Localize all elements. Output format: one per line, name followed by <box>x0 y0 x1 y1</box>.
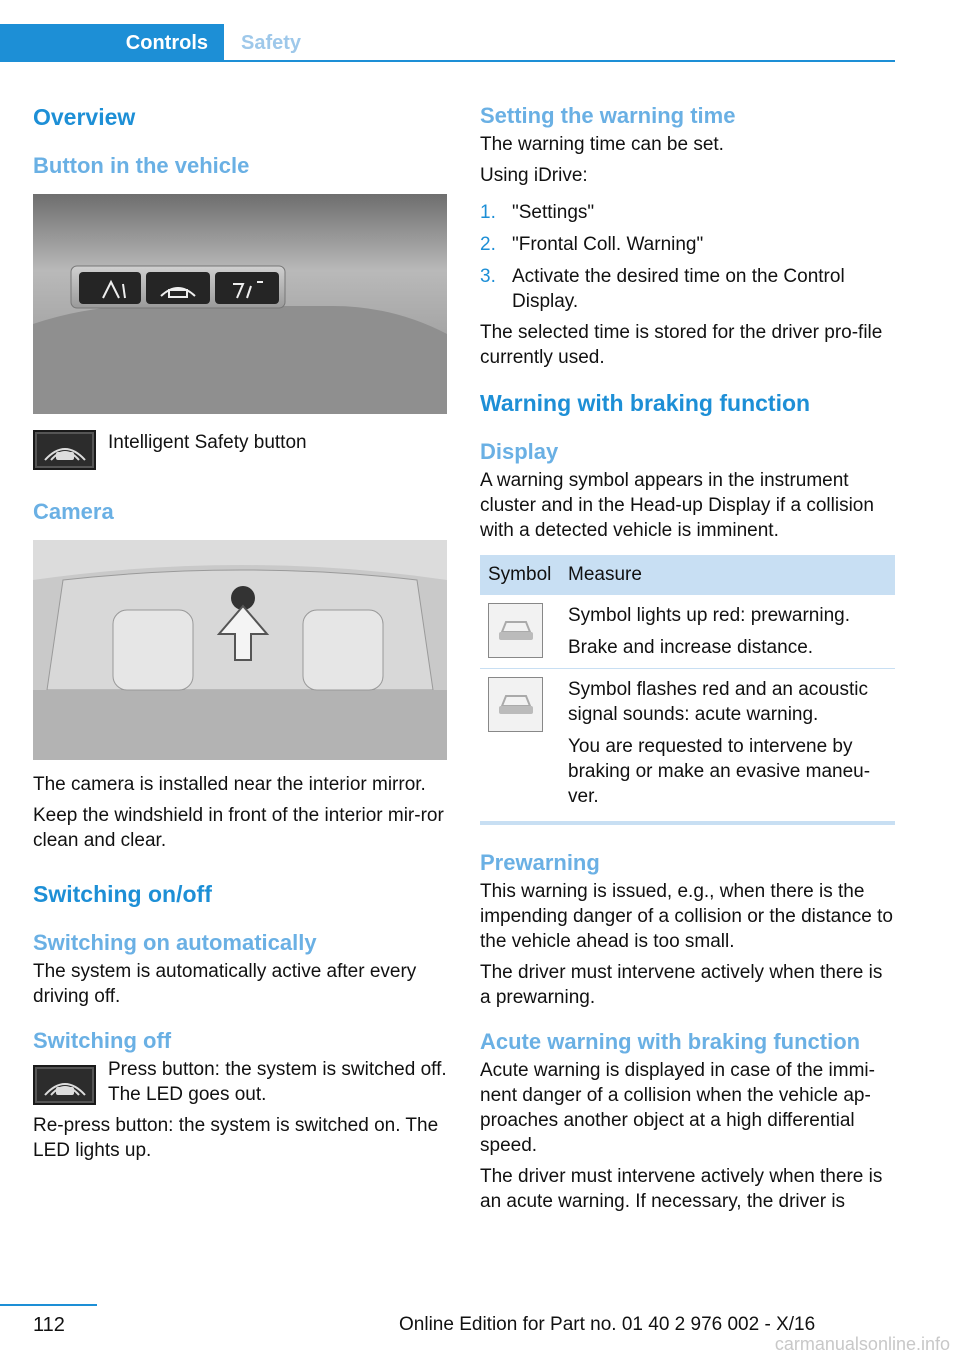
camera-paragraph-2: Keep the windshield in front of the interior mir‐ror clean and clear. <box>33 805 444 851</box>
heading-switching-on-automatically: Switching on automatically <box>33 930 317 955</box>
heading-button-in-vehicle: Button in the vehicle <box>33 153 250 178</box>
button-panel-photo <box>33 194 447 414</box>
heading-display: Display <box>480 439 559 464</box>
list-item: 1. "Settings" <box>480 202 595 223</box>
display-paragraph: A warning symbol appears in the instrument cluster and in the Head-up Display if a collision with a detected vehicle is imminent. <box>480 470 874 541</box>
prewarning-paragraph-2: The driver must intervene actively when there is a prewarning. <box>480 962 883 1008</box>
prewarning-paragraph-1: This warning is issued, e.g., when there is the impending danger of a collision or the distance to the vehicle ahead is too small. <box>480 881 893 952</box>
intelligent-safety-button-icon <box>33 430 96 470</box>
heading-acute-warning: Acute warning with braking function <box>480 1029 861 1054</box>
list-item: 2. "Frontal Coll. Warning" <box>480 234 704 255</box>
switching-off-caption: Press button: the system is switched off. The LED goes out. <box>108 1059 447 1105</box>
camera-photo <box>33 540 447 760</box>
tab-controls[interactable]: Controls <box>0 24 224 62</box>
row2-text-b: You are requested to intervene by braking or make an evasive maneu‐ver. <box>568 736 871 807</box>
header-tabbar <box>0 24 895 62</box>
table-header-symbol: Symbol <box>480 555 560 595</box>
row1-text-a: Symbol lights up red: prewarning. <box>568 605 850 626</box>
table-row <box>480 669 895 824</box>
heading-setting-warning-time: Setting the warning time <box>480 103 736 128</box>
camera-paragraph-1: The camera is installed near the interior mirror. <box>33 774 426 795</box>
switching-on-paragraph: Re-press button: the system is switched on. The LED lights up. <box>33 1115 439 1161</box>
time-paragraph-3: The selected time is stored for the driver pro‐file currently used. <box>480 322 883 368</box>
acute-paragraph-2: The driver must intervene actively when there is an acute warning. If necessary, the driver is <box>480 1166 883 1212</box>
table-header-measure: Measure <box>560 555 895 595</box>
camera-image <box>33 540 447 760</box>
intelligent-safety-button-icon <box>33 1065 96 1105</box>
tab-safety[interactable]: Safety <box>241 32 302 54</box>
acute-paragraph-1: Acute warning is displayed in case of the immi‐nent danger of a collision when the vehicle ap‐proaches another object at a high differential speed. <box>480 1060 875 1156</box>
table-row <box>480 595 895 669</box>
switching-off-row <box>33 1057 447 1107</box>
footer-rule <box>0 1304 97 1306</box>
edition-text: Online Edition for Part no. 01 40 2 976 002 - X/16 <box>399 1314 816 1335</box>
row2-text-a: Symbol flashes red and an acoustic signal sounds: acute warning. <box>568 679 868 725</box>
button-panel-image <box>33 194 447 414</box>
heading-camera: Camera <box>33 499 114 524</box>
heading-warning-braking: Warning with braking function <box>480 390 811 416</box>
heading-overview: Overview <box>33 104 136 130</box>
list-item: 3. Activate the desired time on the Control Display. <box>480 266 845 312</box>
right-column <box>480 100 895 1214</box>
auto-paragraph: The system is automatically active after every driving off. <box>33 961 417 1007</box>
row1-text-b: Brake and increase distance. <box>568 637 814 658</box>
symbol-table <box>480 555 895 825</box>
heading-switching-on-off: Switching on/off <box>33 881 212 907</box>
page-number: 112 <box>33 1314 65 1336</box>
intelligent-safety-row <box>33 430 447 470</box>
watermark: carmanualsonline.info <box>774 1334 950 1354</box>
idrive-steps <box>480 200 895 314</box>
heading-switching-off: Switching off <box>33 1028 172 1053</box>
time-paragraph-2: Using iDrive: <box>480 165 588 186</box>
left-column <box>33 100 447 1163</box>
heading-prewarning: Prewarning <box>480 850 600 875</box>
intelligent-safety-caption: Intelligent Safety button <box>108 432 307 453</box>
time-paragraph-1: The warning time can be set. <box>480 134 724 155</box>
vehicle-warning-flashing-icon <box>488 677 543 732</box>
vehicle-warning-icon <box>488 603 543 658</box>
